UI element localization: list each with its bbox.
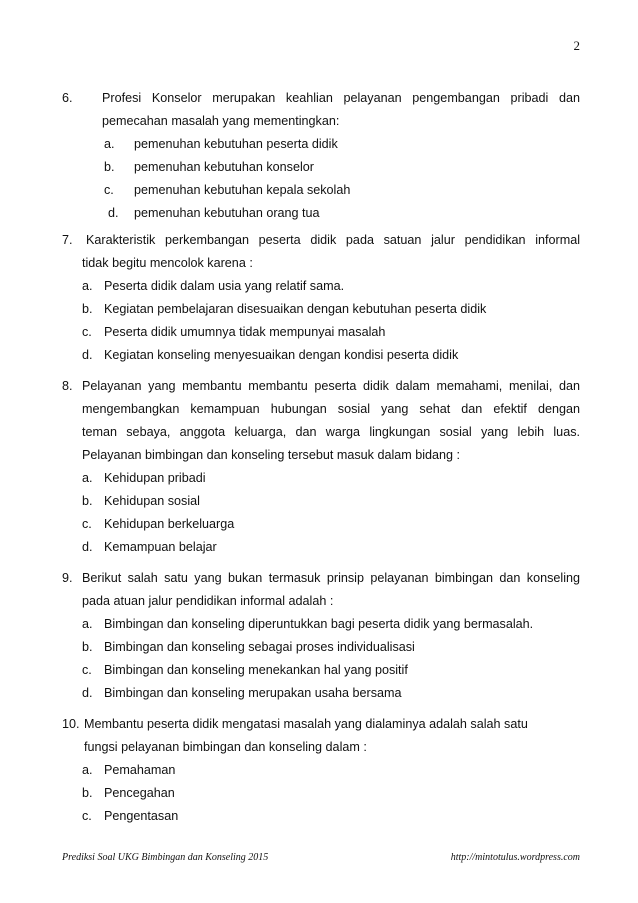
option-b (62, 298, 580, 321)
question-text: Berikut salah satu yang bukan termasuk prinsip pelayanan bimbingan dan konseling (82, 571, 580, 585)
option-b (62, 636, 580, 659)
question-text: tidak begitu mencolok karena : (82, 256, 253, 270)
question-text: Karakteristik perkembangan peserta didik pada satuan jalur pendidikan informal (86, 233, 580, 247)
question-number: 6. (62, 91, 73, 105)
option-text: Kemampuan belajar (104, 540, 217, 554)
option-label: c. (82, 809, 92, 823)
option-label: b. (82, 302, 93, 316)
option-text: Pemahaman (104, 763, 176, 777)
option-label: a. (82, 279, 93, 293)
option-label: a. (82, 617, 93, 631)
option-label: a. (104, 137, 115, 151)
question-text-line (62, 87, 580, 110)
option-c (62, 321, 580, 344)
option-label: d. (82, 686, 93, 700)
option-label: c. (82, 663, 92, 677)
option-b (62, 782, 580, 805)
option-label: b. (82, 786, 93, 800)
option-text: Kehidupan pribadi (104, 471, 206, 485)
option-label: c. (82, 517, 92, 531)
option-c (62, 805, 580, 828)
question-6 (62, 87, 580, 225)
option-label: d. (82, 540, 93, 554)
question-text-line (62, 229, 580, 252)
option-a (62, 467, 580, 490)
question-text: pada atuan jalur pendidikan informal adalah : (82, 594, 334, 608)
question-8 (62, 375, 580, 559)
option-text: Peserta didik dalam usia yang relatif sama. (104, 279, 345, 293)
question-text: fungsi pelayanan bimbingan dan konseling dalam : (84, 740, 367, 754)
option-b (62, 490, 580, 513)
option-c (62, 179, 580, 202)
option-text: Kegiatan konseling menyesuaikan dengan kondisi peserta didik (104, 348, 459, 362)
question-7 (62, 229, 580, 367)
option-d (62, 536, 580, 559)
option-a (62, 759, 580, 782)
question-text: pemecahan masalah yang mementingkan: (102, 114, 340, 128)
question-text: Membantu peserta didik mengatasi masalah yang dialaminya adalah salah satu (84, 717, 528, 731)
option-text: Bimbingan dan konseling menekankan hal yang positif (104, 663, 408, 677)
option-text: Kehidupan sosial (104, 494, 200, 508)
option-label: b. (104, 160, 115, 174)
footer-title: Prediksi Soal UKG Bimbingan dan Konseling 2015 (62, 852, 269, 863)
option-label: a. (82, 471, 93, 485)
option-label: d. (82, 348, 93, 362)
option-label: c. (82, 325, 92, 339)
question-text: Profesi Konselor merupakan keahlian pelayanan pengembangan pribadi dan (102, 91, 580, 105)
question-text-line (62, 421, 580, 444)
option-c (62, 659, 580, 682)
option-text: pemenuhan kebutuhan orang tua (134, 206, 320, 220)
page-number: 2 (573, 38, 580, 53)
question-number: 7. (62, 233, 73, 247)
page-footer (62, 852, 580, 863)
question-text: Pelayanan yang membantu membantu peserta didik dalam memahami, menilai, dan (82, 379, 580, 393)
question-number: 8. (62, 379, 73, 393)
option-text: Peserta didik umumnya tidak mempunyai masalah (104, 325, 386, 339)
option-a (62, 133, 580, 156)
option-text: pemenuhan kebutuhan konselor (134, 160, 314, 174)
option-label: b. (82, 640, 93, 654)
footer-url: http://mintotulus.wordpress.com (450, 852, 580, 863)
option-text: Kegiatan pembelajaran disesuaikan dengan kebutuhan peserta didik (104, 302, 487, 316)
option-c (62, 513, 580, 536)
option-text: Kehidupan berkeluarga (104, 517, 235, 531)
option-d (62, 202, 580, 225)
option-b (62, 156, 580, 179)
option-label: b. (82, 494, 93, 508)
question-10 (62, 713, 580, 828)
option-d (62, 682, 580, 705)
option-text: Pencegahan (104, 786, 175, 800)
question-number: 9. (62, 571, 73, 585)
option-text: Bimbingan dan konseling merupakan usaha bersama (104, 686, 402, 700)
option-d (62, 344, 580, 367)
question-text-line (62, 398, 580, 421)
question-text: mengembangkan kemampuan hubungan sosial yang sehat dan efektif dengan (82, 402, 580, 416)
question-text-line (62, 567, 580, 590)
option-text: pemenuhan kebutuhan peserta didik (134, 137, 338, 151)
option-text: pemenuhan kebutuhan kepala sekolah (134, 183, 351, 197)
question-text-line (62, 713, 580, 736)
option-label: c. (104, 183, 114, 197)
option-a (62, 613, 580, 636)
question-number: 10. (62, 717, 80, 731)
option-text: Bimbingan dan konseling diperuntukkan bagi peserta didik yang bermasalah. (104, 617, 534, 631)
question-text-line (62, 375, 580, 398)
question-text: Pelayanan bimbingan dan konseling tersebut masuk dalam bidang : (82, 448, 461, 462)
question-text: teman sebaya, anggota keluarga, dan warga lingkungan sosial yang lebih luas. (82, 425, 580, 439)
option-text: Bimbingan dan konseling sebagai proses individualisasi (104, 640, 415, 654)
option-label: a. (82, 763, 93, 777)
option-label: d. (108, 206, 119, 220)
option-text: Pengentasan (104, 809, 179, 823)
option-a (62, 275, 580, 298)
question-9 (62, 567, 580, 705)
